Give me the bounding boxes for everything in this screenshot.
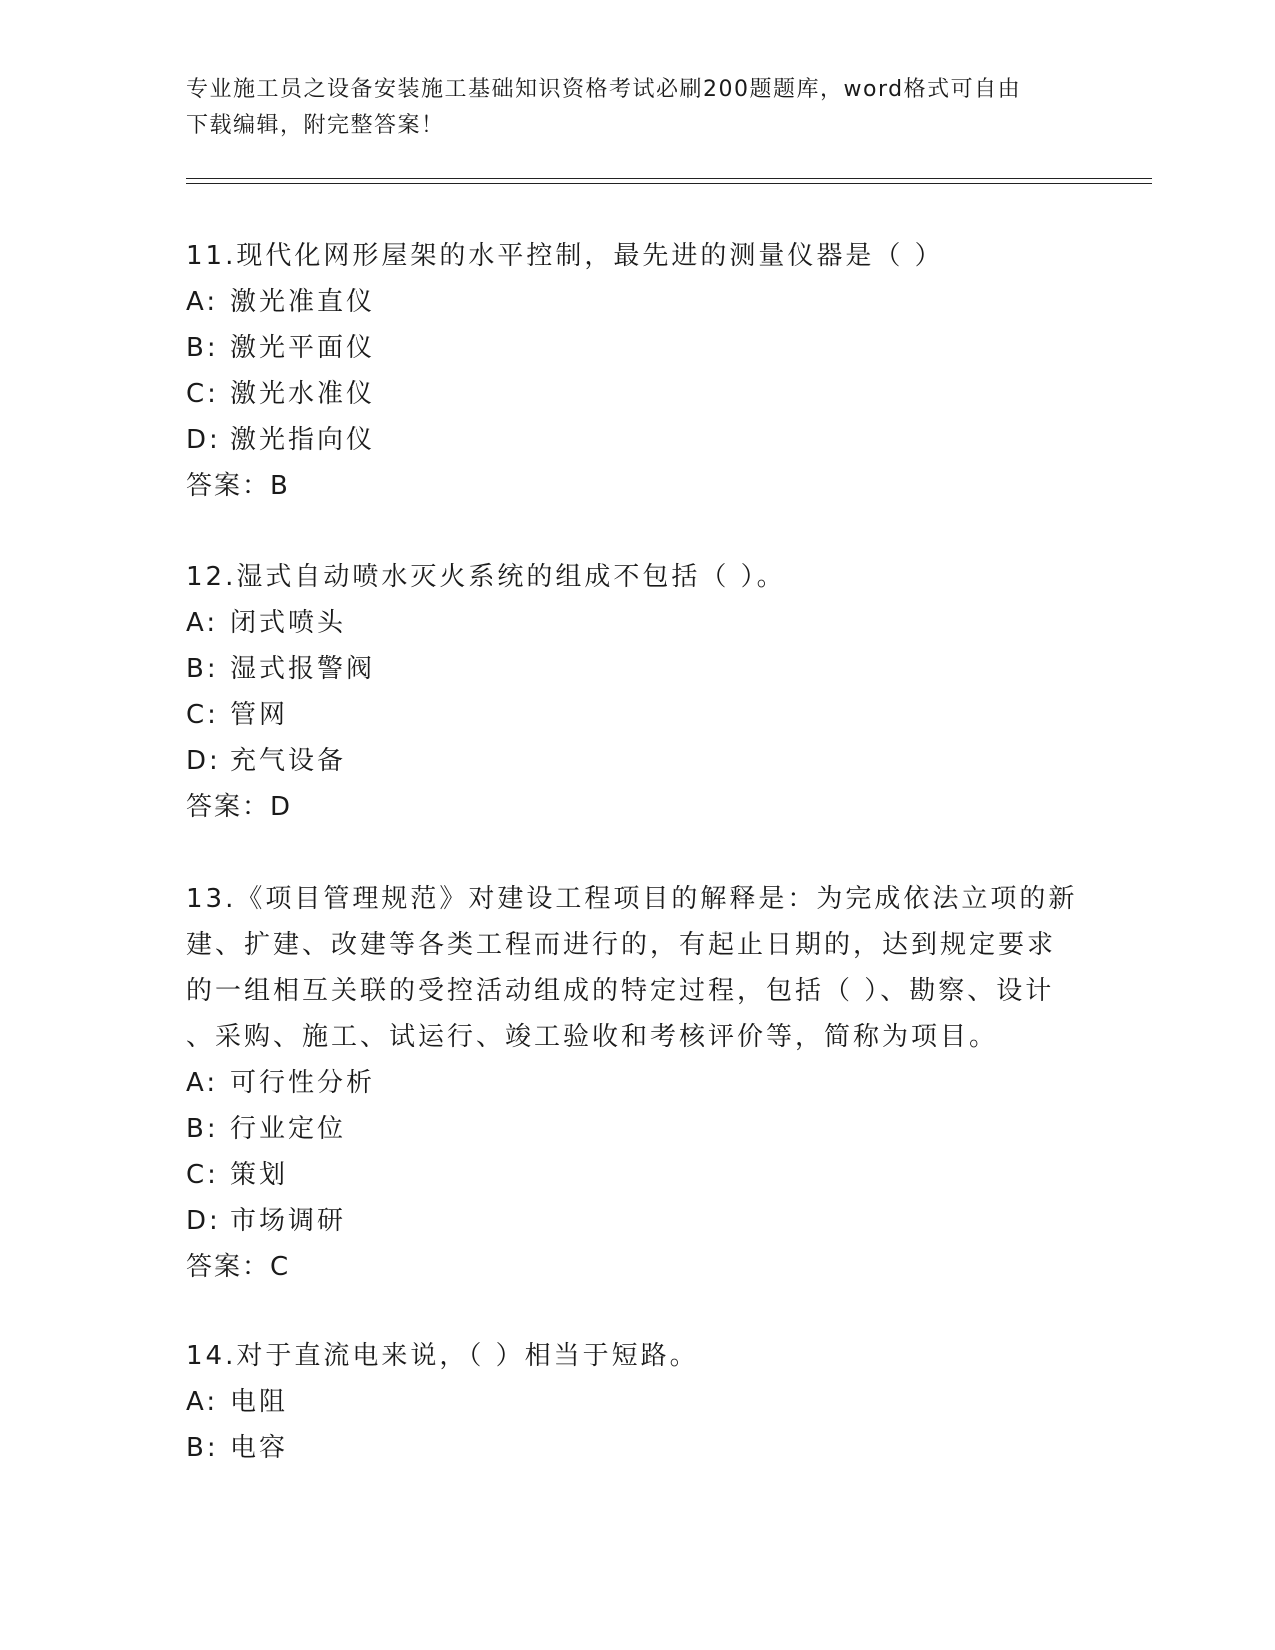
option-text: 管网 [230,700,289,730]
document-header [186,72,1086,144]
option-b [186,1106,1086,1152]
option-a [186,1379,1086,1425]
question-stem-line: 、采购、施工、试运行、竣工验收和考核评价等，简称为项目。 [186,1022,999,1052]
option-letter: A: [186,608,219,638]
option-text: 策划 [230,1160,289,1190]
option-text: 电容 [230,1433,289,1463]
question-stem-line: 建、扩建、改建等各类工程而进行的，有起止日期的，达到规定要求 [186,930,1057,960]
option-text: 湿式报警阀 [230,654,376,684]
option-letter: C: [186,379,219,409]
question-stem-line: 的一组相互关联的受控活动组成的特定过程，包括（ ）、勘察、设计 [186,976,1055,1006]
option-letter: C: [186,700,219,730]
answer: 答案：B [186,471,290,501]
answer: 答案：C [186,1252,291,1282]
header-line-1: 专业施工员之设备安装施工基础知识资格考试必刷200题题库，word格式可自由 [186,77,1022,102]
option-text: 闭式喷头 [230,608,347,638]
option-a [186,600,1086,646]
question-14 [186,1333,1086,1471]
question-13 [186,876,1086,1290]
option-b [186,325,1086,371]
option-text: 可行性分析 [230,1068,376,1098]
option-text: 市场调研 [230,1206,347,1236]
option-letter: B: [186,1433,219,1463]
option-text: 激光指向仪 [230,425,376,455]
question-12 [186,554,1086,830]
option-c [186,692,1086,738]
option-letter: B: [186,1114,219,1144]
option-text: 行业定位 [230,1114,347,1144]
option-c [186,371,1086,417]
option-letter: C: [186,1160,219,1190]
option-text: 激光准直仪 [230,287,376,317]
question-stem-line: 13.《项目管理规范》对建设工程项目的解释是：为完成依法立项的新 [186,884,1078,914]
option-letter: B: [186,654,219,684]
option-d [186,417,1086,463]
option-letter: B: [186,333,219,363]
option-letter: A: [186,1387,219,1417]
question-stem: 14.对于直流电来说，（ ）相当于短路。 [186,1341,699,1371]
option-letter: D: [186,425,221,455]
option-letter: A: [186,1068,219,1098]
option-text: 激光水准仪 [230,379,376,409]
question-stem: 12.湿式自动喷水灭火系统的组成不包括（ ）。 [186,562,786,592]
option-c [186,1152,1086,1198]
option-d [186,738,1086,784]
header-line-2: 下载编辑，附完整答案！ [186,113,445,138]
option-text: 充气设备 [230,746,347,776]
option-b [186,1425,1086,1471]
option-letter: D: [186,1206,221,1236]
option-d [186,1198,1086,1244]
option-letter: D: [186,746,221,776]
option-text: 激光平面仪 [230,333,376,363]
question-stem: 11.现代化网形屋架的水平控制，最先进的测量仪器是（ ） [186,241,944,271]
option-a [186,279,1086,325]
option-letter: A: [186,287,219,317]
option-a [186,1060,1086,1106]
question-11 [186,233,1086,509]
answer: 答案：D [186,792,293,822]
header-divider-bottom [186,183,1152,184]
header-divider-top [186,178,1152,179]
option-b [186,646,1086,692]
option-text: 电阻 [230,1387,289,1417]
